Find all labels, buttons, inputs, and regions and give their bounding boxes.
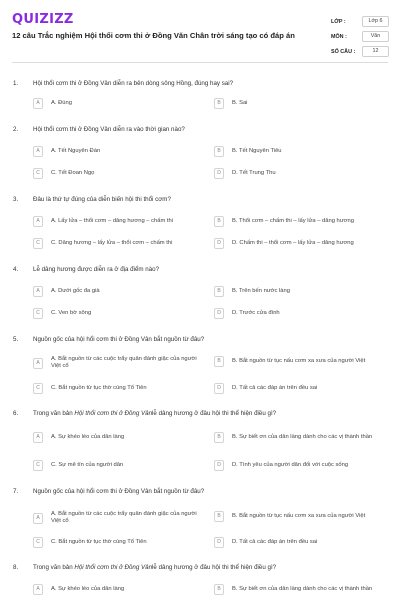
- question-number: 4.: [13, 266, 19, 273]
- option-c[interactable]: [33, 383, 203, 394]
- question-number: 1.: [13, 80, 19, 87]
- option-text: C. Bắt nguồn từ tục thờ cúng Tổ Tiên: [51, 539, 147, 545]
- question-text-title: Hội thổi cơm thi ở Đồng Vân: [74, 410, 153, 417]
- option-b[interactable]: [214, 584, 384, 595]
- option-letter: B: [214, 584, 224, 595]
- meta-row-subject: [331, 29, 391, 44]
- option-letter: D: [214, 308, 224, 319]
- option-letter: A: [33, 286, 43, 297]
- option-a[interactable]: [33, 432, 203, 443]
- question-row: [0, 194, 400, 206]
- option-letter: B: [214, 511, 224, 522]
- option-text: D. Tết Trung Thu: [232, 170, 276, 176]
- option-a[interactable]: [33, 216, 203, 227]
- option-c[interactable]: [33, 460, 203, 471]
- meta-value: 12: [362, 46, 389, 57]
- meta-value: Lớp 6: [362, 16, 389, 27]
- option-d[interactable]: [214, 460, 384, 471]
- meta-row-class: [331, 14, 391, 29]
- option-text: C. Bắt nguồn từ tục thờ cúng Tổ Tiên: [51, 385, 147, 391]
- header-divider: [12, 62, 388, 63]
- option-letter: A: [33, 432, 43, 443]
- option-text: A. Đúng: [51, 100, 72, 106]
- question-number: 7.: [13, 488, 19, 495]
- option-text: C. Dâng hương – lấy lửa – thổi cơm – chấm thi: [51, 240, 173, 246]
- option-letter: B: [214, 146, 224, 157]
- question-text: Nguồn gốc của hội hổi cơm thi ở Đồng Vân bắt nguồn từ đâu?: [33, 336, 205, 343]
- option-text: D. Tất cả các đáp án trên đều sai: [232, 539, 318, 545]
- question-number: 5.: [13, 336, 19, 343]
- option-text: B. Thổi cơm – chấm thi – lấy lửa – dâng hương: [232, 218, 354, 224]
- option-text: D. Tình yêu của người dân đối với cuộc sống: [232, 462, 349, 468]
- question-row: [0, 264, 400, 276]
- option-text: B. Bắt nguồn từ tục nấu cơm xa xưa của người Việt: [232, 358, 366, 364]
- question-row: [0, 562, 400, 574]
- question-row: [0, 334, 400, 346]
- option-letter: C: [33, 308, 43, 319]
- option-a[interactable]: [33, 146, 203, 157]
- page-header: [0, 0, 400, 62]
- option-text: A. Tết Nguyên Đán: [51, 148, 101, 154]
- option-letter: D: [214, 460, 224, 471]
- option-c[interactable]: [33, 168, 203, 179]
- option-letter: A: [33, 146, 43, 157]
- option-b[interactable]: [214, 356, 384, 367]
- option-a[interactable]: [33, 356, 203, 370]
- option-text: B. Tết Nguyên Tiêu: [232, 148, 282, 154]
- question-text: Hội thổi cơm thi ở Đồng Vân diễn ra bên dòng sông Hồng, đúng hay sai?: [33, 80, 234, 87]
- meta-value: Văn: [362, 31, 389, 42]
- option-letter: C: [33, 537, 43, 548]
- question-text: [33, 408, 383, 420]
- option-letter: B: [214, 432, 224, 443]
- question-text-title: Hội thổi cơm thi ở Đồng Vân: [74, 564, 153, 571]
- option-d[interactable]: [214, 537, 384, 548]
- option-b[interactable]: [214, 511, 384, 522]
- option-text: B. Bắt nguồn từ tục nấu cơm xa xưa của người Việt: [232, 513, 366, 519]
- option-text: A. Sự khéo léo của dân làng: [51, 434, 125, 440]
- meta-label: MÔN :: [331, 33, 347, 40]
- document-title: 12 câu Trắc nghiệm Hội thổi cơm thi ở Đồng Văn Chân trời sáng tạo có đáp án: [12, 31, 295, 40]
- option-b[interactable]: [214, 432, 384, 443]
- option-letter: C: [33, 460, 43, 471]
- option-letter: A: [33, 216, 43, 227]
- question-text: Đâu là thứ tự đúng của diễn biến hội thi thổi cơm?: [33, 196, 171, 203]
- option-text: A. Lấy lửa – thổi cơm – dâng hương – chấm thi: [51, 218, 174, 224]
- question-row: [0, 486, 400, 498]
- option-text: B. Sai: [232, 100, 248, 106]
- question-number: 2.: [13, 126, 19, 133]
- meta-label: SỐ CÂU :: [331, 48, 356, 55]
- option-text: D. Trước cửa đình: [232, 310, 280, 316]
- option-letter: D: [214, 537, 224, 548]
- question-text: [33, 562, 383, 574]
- option-a[interactable]: [33, 286, 203, 297]
- question-number: 3.: [13, 196, 19, 203]
- option-text: B. Trên bến nước làng: [232, 288, 290, 294]
- option-letter: C: [33, 383, 43, 394]
- option-letter: D: [214, 168, 224, 179]
- option-c[interactable]: [33, 308, 203, 319]
- option-b[interactable]: [214, 286, 384, 297]
- option-text: D. Tất cả các đáp án trên đều sai: [232, 385, 318, 391]
- option-d[interactable]: [214, 383, 384, 394]
- question-text-pre: Trong văn bản: [33, 410, 75, 417]
- option-text: C. Ven bờ sông: [51, 310, 92, 316]
- option-letter: B: [214, 216, 224, 227]
- option-letter: B: [214, 98, 224, 109]
- question-text: Lễ dâng hương được diễn ra ở địa điểm nào?: [33, 266, 160, 273]
- meta-panel: [331, 14, 391, 59]
- option-a[interactable]: [33, 584, 203, 595]
- option-letter: B: [214, 356, 224, 367]
- option-a[interactable]: [33, 511, 203, 525]
- option-d[interactable]: [214, 308, 384, 319]
- question-number: 6.: [13, 410, 19, 417]
- question-row: [0, 124, 400, 136]
- option-a[interactable]: [33, 98, 203, 109]
- question-text-post: lễ dâng hương ở đâu hội thi thể hiện điều gì?: [152, 564, 277, 571]
- option-letter: B: [214, 286, 224, 297]
- quizizz-logo: QUIZIZZ: [12, 12, 74, 27]
- question-row: [0, 78, 400, 90]
- option-c[interactable]: [33, 238, 203, 249]
- option-letter: A: [33, 584, 43, 595]
- option-text: A. Dưới gốc đa già: [51, 288, 100, 294]
- option-letter: D: [214, 238, 224, 249]
- option-letter: D: [214, 383, 224, 394]
- option-letter: A: [33, 513, 43, 524]
- option-text: A. Sự khéo léo của dân làng: [51, 586, 125, 592]
- option-d[interactable]: [214, 168, 384, 179]
- option-letter: C: [33, 238, 43, 249]
- meta-row-question-count: [331, 44, 391, 59]
- option-text: C. Sự mê tín của người dân: [51, 462, 124, 468]
- option-c[interactable]: [33, 537, 203, 548]
- option-letter: A: [33, 358, 43, 369]
- option-letter: C: [33, 168, 43, 179]
- meta-label: LỚP :: [331, 18, 346, 25]
- option-text: B. Sự biết ơn của dân làng dành cho các vị thành thần: [232, 586, 373, 592]
- question-number: 8.: [13, 564, 19, 571]
- option-text: B. Sự biết ơn của dân làng dành cho các vị thành thần: [232, 434, 373, 440]
- option-b[interactable]: [214, 98, 384, 109]
- option-text: A. Bắt nguồn từ các cuộc trẩy quân đánh giặc của người Việt cổ: [51, 511, 197, 524]
- option-text: D. Chấm thi – thổi cơm – lấy lửa – dâng hương: [232, 240, 354, 246]
- question-text-pre: Trong văn bản: [33, 564, 75, 571]
- option-text: A. Bắt nguồn từ các cuộc trẩy quân đánh giặc của người Việt cổ: [51, 356, 197, 369]
- option-b[interactable]: [214, 146, 384, 157]
- option-b[interactable]: [214, 216, 384, 227]
- option-text: C. Tết Đoan Ngọ: [51, 170, 95, 176]
- question-text: Nguồn gốc của hội hổi cơm thi ở Đồng Vân bắt nguồn từ đâu?: [33, 488, 205, 495]
- question-row: [0, 408, 400, 420]
- question-text-post: lễ dâng hương ở đâu hội thi thể hiện điều gì?: [152, 410, 277, 417]
- option-d[interactable]: [214, 238, 384, 249]
- option-letter: A: [33, 98, 43, 109]
- question-text: Hội thổi cơm thi ở Đồng Vân diễn ra vào thời gian nào?: [33, 126, 185, 133]
